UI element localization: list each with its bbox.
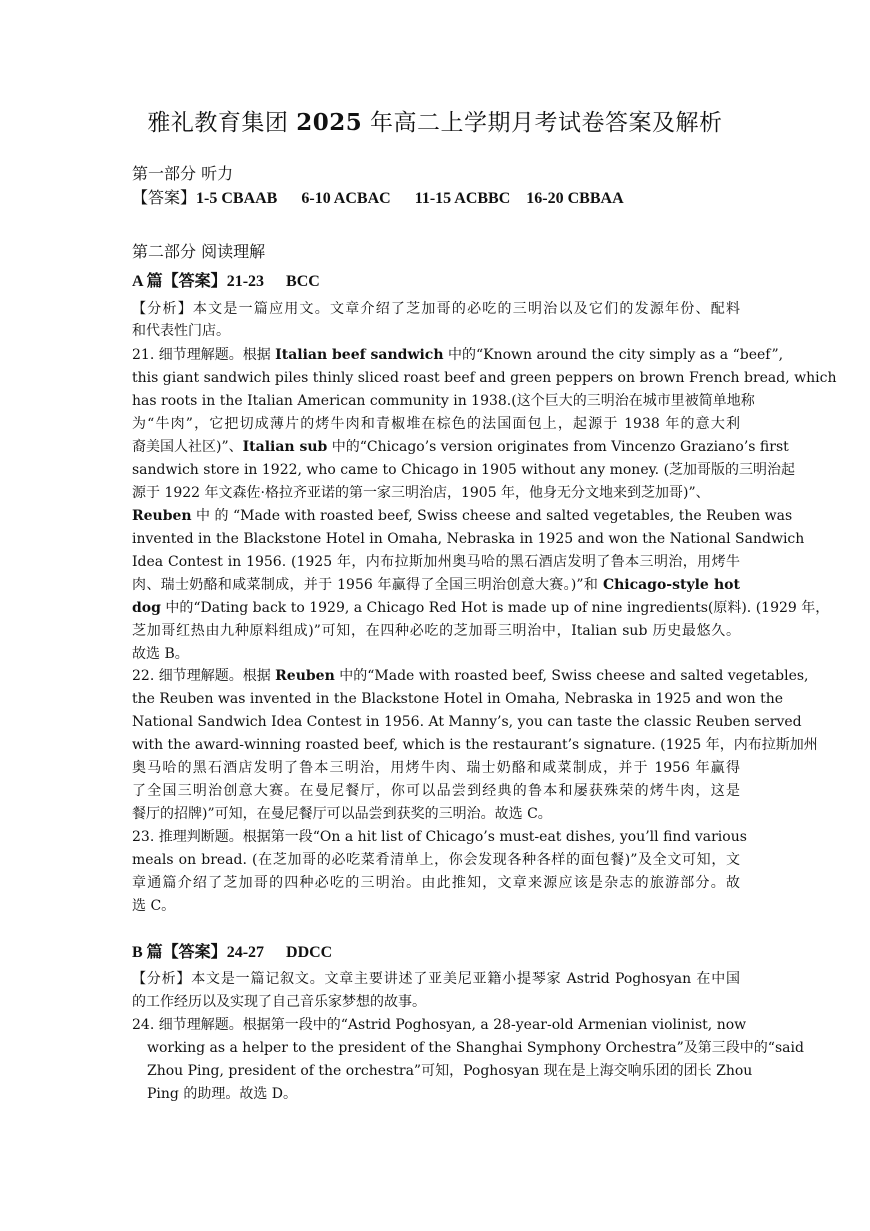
part1-answer-3: 11-15 ACBBC <box>414 190 511 207</box>
part1-answer-2: 6-10 ACBAC <box>301 190 391 207</box>
q21-bold: Italian sub <box>242 439 328 455</box>
q21-text: 肉、瑞士奶酪和咸菜制成，并于 1956 年赢得了全国三明治创意大赛。)”和 <box>132 577 603 593</box>
part1-answer-label: 【答案】 <box>132 188 197 207</box>
q21-line <box>132 344 784 366</box>
q21-line: 为“牛肉”，它把切成薄片的烤牛肉和青椒堆在棕色的法国面包上，起源于 1938 年的意大利 <box>132 416 740 432</box>
part1-answer-4: 16-20 CBBAA <box>526 190 624 207</box>
sectionA-analysis-1: 【分析】本文是一篇应用文。文章介绍了芝加哥的必吃的三明治以及它们的发源年份、配料 <box>132 301 740 317</box>
q21-text: 裔美国人社区)”、 <box>132 439 243 455</box>
q24-line: working as a helper to the president of the Shanghai Symphony Orchestra”及第三段中的“said <box>147 1040 804 1056</box>
title-year: 2025 <box>296 109 363 136</box>
q22-line <box>132 665 809 687</box>
q23-line: 23. 推理判断题。根据第一段“On a hit list of Chicago’s must-eat dishes, you’ll find various <box>132 829 747 845</box>
q21-bold: Chicago-style hot <box>602 577 740 593</box>
q22-line: National Sandwich Idea Contest in 1956. At Manny’s, you can taste the classic Reuben served <box>132 714 802 730</box>
q24-line: 24. 细节理解题。根据第一段中的“Astrid Poghosyan, a 28-year-old Armenian violinist, now <box>132 1017 747 1033</box>
sectionB-range: 24-27 <box>226 944 265 961</box>
sectionB-answer: DDCC <box>286 944 333 961</box>
sectionA-answer: BCC <box>286 273 320 290</box>
q22-line: with the award-winning roasted beef, which is the restaurant’s signature. (1925 年，内布拉斯加州 <box>132 737 818 753</box>
q23-line: 选 C。 <box>132 898 176 914</box>
sectionB-analysis-2: 的工作经历以及实现了自己音乐家梦想的故事。 <box>132 994 426 1010</box>
q21-line: has roots in the Italian American community in 1938.(这个巨大的三明治在城市里被简单地称 <box>132 393 755 409</box>
q22-text: 22. 细节理解题。根据 <box>132 668 276 684</box>
q21-text: 中的“Known around the city simply as a “beef”, <box>443 347 784 363</box>
q21-text: 中的“Chicago’s version originates from Vincenzo Graziano’s first <box>327 439 789 455</box>
part1-heading: 第一部分 听力 <box>132 164 234 183</box>
q21-line <box>132 574 740 596</box>
page-title <box>0 104 870 137</box>
q21-line <box>132 597 830 619</box>
sectionB-analysis-1: 【分析】本文是一篇记叙文。文章主要讲述了亚美尼亚籍小提琴家 Astrid Poghosyan 在中国 <box>132 971 740 987</box>
part1-answer-1: 1-5 CBAAB <box>196 190 278 207</box>
part1-answer-line <box>132 187 740 210</box>
q21-bold: dog <box>132 600 161 616</box>
q23-line: 章通篇介绍了芝加哥的四种必吃的三明治。由此推知，文章来源应该是杂志的旅游部分。故 <box>132 875 740 891</box>
q21-line: 故选 B。 <box>132 646 189 662</box>
title-suffix: 年高二上学期月考试卷答案及解析 <box>362 110 723 136</box>
q22-text: 中的“Made with roasted beef, Swiss cheese and salted vegetables, <box>334 668 809 684</box>
q24-line: Ping 的助理。故选 D。 <box>147 1086 298 1102</box>
q21-bold: Reuben <box>132 508 192 524</box>
q22-line: 奥马哈的黑石酒店发明了鲁本三明治，用烤牛肉、瑞士奶酪和咸菜制成，并于 1956 年赢得 <box>132 760 740 776</box>
q21-line: 源于 1922 年文森佐·格拉齐亚诺的第一家三明治店，1905 年，他身无分文地来到芝加哥)”、 <box>132 485 710 501</box>
q21-text: 中的“Dating back to 1929, a Chicago Red Hot is made up of nine ingredients(原料). (1929 年， <box>160 600 830 616</box>
sectionA-label: A 篇【答案】 <box>132 273 227 290</box>
q22-line: 了全国三明治创意大赛。在曼尼餐厅，你可以品尝到经典的鲁本和屡获殊荣的烤牛肉，这是 <box>132 783 740 799</box>
q21-text: 21. 细节理解题。根据 <box>132 347 276 363</box>
q21-line: 芝加哥红热由九种原料组成)”可知，在四种必吃的芝加哥三明治中，Italian sub 历史最悠久。 <box>132 623 740 639</box>
q23-line: meals on bread. (在芝加哥的必吃菜肴清单上，你会发现各种各样的面包餐)”及全文可知，文 <box>132 852 740 868</box>
title-prefix: 雅礼教育集团 <box>147 110 297 136</box>
q22-line: 餐厅的招牌)”可知，在曼尼餐厅可以品尝到获奖的三明治。故选 C。 <box>132 806 552 822</box>
q21-text: 中 的 “Made with roasted beef, Swiss cheese and salted vegetables, the Reuben was <box>191 508 793 524</box>
sectionA-answer-line <box>132 271 740 293</box>
sectionA-analysis-2: 和代表性门店。 <box>132 323 230 339</box>
q21-line: invented in the Blackstone Hotel in Omaha, Nebraska in 1925 and won the National Sandwich <box>132 531 805 547</box>
q21-line: sandwich store in 1922, who came to Chicago in 1905 without any money. (芝加哥版的三明治起 <box>132 462 796 478</box>
q21-line <box>132 505 793 527</box>
q21-line: this giant sandwich piles thinly sliced roast beef and green peppers on brown French bread, which <box>132 370 837 386</box>
sectionA-range: 21-23 <box>226 273 265 290</box>
q21-line <box>132 436 789 458</box>
q21-bold: Italian beef sandwich <box>275 347 444 363</box>
q21-line: Idea Contest in 1956. (1925 年，内布拉斯加州奥马哈的黑石酒店发明了鲁本三明治，用烤牛 <box>132 554 740 570</box>
sectionB-answer-line <box>132 942 740 964</box>
q22-line: the Reuben was invented in the Blackstone Hotel in Omaha, Nebraska in 1925 and won the <box>132 691 784 707</box>
q24-line: Zhou Ping, president of the orchestra”可知，Poghosyan 现在是上海交响乐团的团长 Zhou <box>147 1063 753 1079</box>
sectionB-label: B 篇【答案】 <box>132 944 227 961</box>
part2-heading: 第二部分 阅读理解 <box>132 242 266 261</box>
q22-bold: Reuben <box>275 668 335 684</box>
